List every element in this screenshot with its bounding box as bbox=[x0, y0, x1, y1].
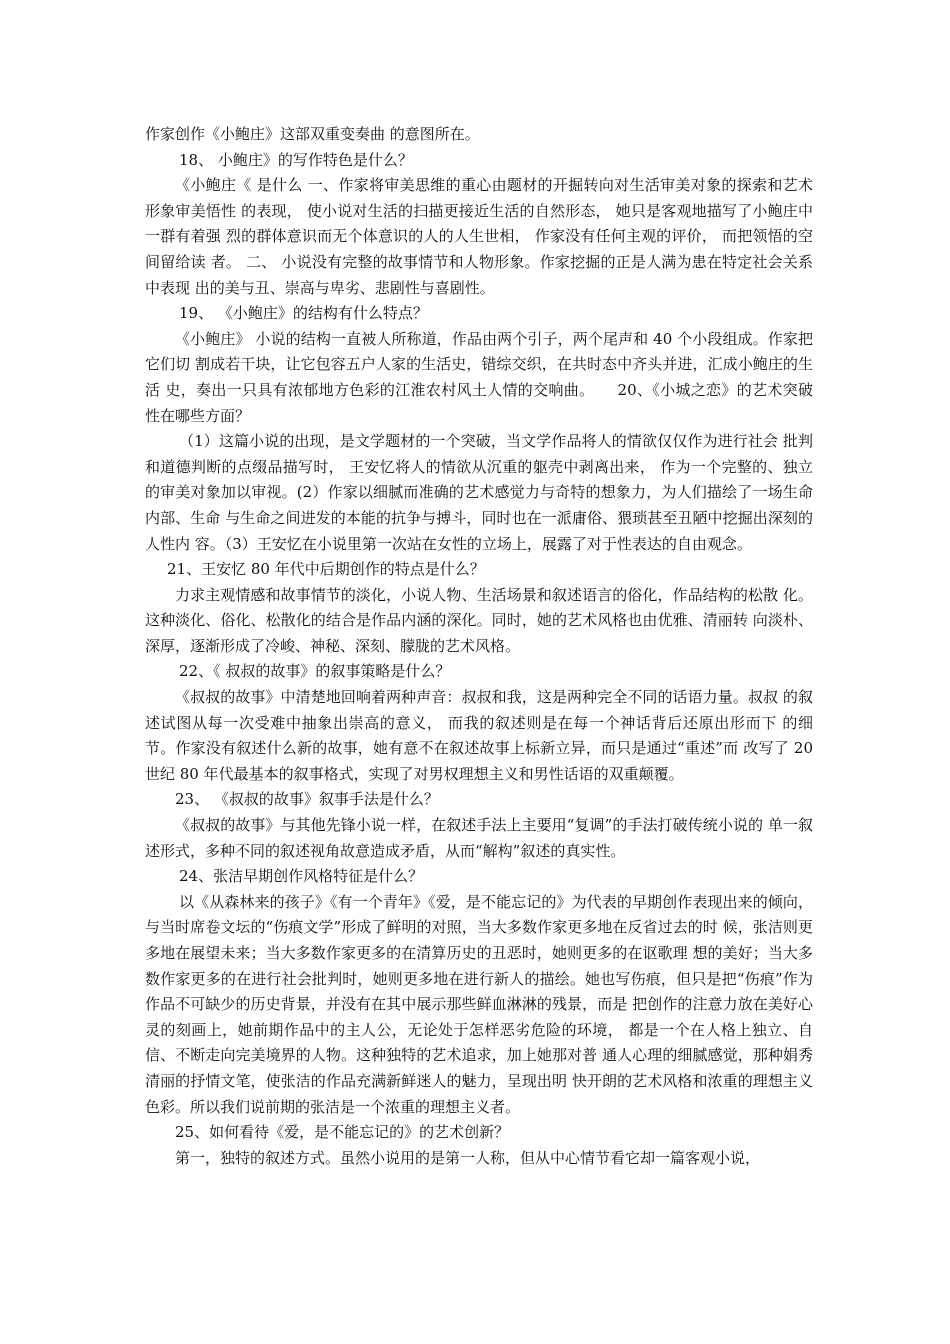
answer-18: 《小鲍庄《 是什么 一、作家将审美思维的重心由题材的开掘转向对生活审美对象的探索和艺术形象审美悟性 的表现， 使小说对生活的扫描更接近生活的自然形态， 她只是客观地描写了小鲍庄中一群有着强 烈的群体意识而无个体意识的人的人生世相， 作家没有任何主观的评价， 而把领悟的空间留给读 者。 二、 小说没有完整的故事情节和人物形象。作家挖掘的正是人满为患在特定社会关系中表现 出的美与丑、崇高与卑劣、悲剧性与喜剧性。 bbox=[145, 176, 813, 297]
answer-21: 力求主观情感和故事情节的淡化，小说人物、生活场景和叙述语言的俗化，作品结构的松散 化。这种淡化、俗化、松散化的结合是作品内涵的深化。同时，她的艺术风格也由优雅、清丽转 向淡朴、深厚，逐渐形成了冷峻、神秘、深刻、朦胧的艺术风格。 bbox=[145, 585, 813, 655]
answer-23: 《叔叔的故事》与其他先锋小说一样，在叙述手法上主要用“复调”的手法打破传统小说的 单一叙述形式，多种不同的叙述视角故意造成矛盾，从而“解构”叙述的真实性。 bbox=[145, 816, 813, 860]
question-19: 19、 《小鲍庄》的结构有什么特点？ bbox=[179, 304, 428, 323]
answer-22: 《叔叔的故事》中清楚地回响着两种声音：叔叔和我，这是两种完全不同的话语力量。叔叔 的叙述试图从每一次受难中抽象出崇高的意义， 而我的叙述则是在每一个神话背后还原出形而下 的细节。作家没有叙述什么新的故事，她有意不在叙述故事上标新立异，而只是通过“重述”而 改写了 20 世纪 80 年代最基本的叙事格式，实现了对男权理想主义和男性话语的双重颠覆。 bbox=[145, 688, 813, 783]
document-page bbox=[145, 122, 813, 1171]
paragraph-intro-end: 作家创作《小鲍庄》这部双重变奏曲 的意图所在。 bbox=[145, 125, 480, 143]
answer-20: （1）这篇小说的出现，是文学题材的一个突破，当文学作品将人的情欲仅仅作为进行社会 批判和道德判断的点缀品描写时， 王安忆将人的情欲从沉重的躯壳中剥离出来， 作为一个完整的、独立的审美对象加以审视。(2）作家以细腻而准确的艺术感觉力与奇特的想象力，为人们描绘了一场生命内部、生命 与生命之间进发的本能的抗争与搏斗，同时也在一派庸俗、猥琐甚至丑陋中挖掘出深刻的人性内 容。（3）王安忆在小说里第一次站在女性的立场上，展露了对于性表达的自由观念。 bbox=[145, 432, 813, 553]
answer-19: 《小鲍庄》 小说的结构一直被人所称道，作品由两个引子，两个尾声和 40 个小段组成。作家把它们切 割成若干块，让它包容五户人家的生活史，错综交织，在共时态中齐头并进，汇成小鲍庄的生活 史，奏出一只具有浓郁地方色彩的江淮农村风土人情的交响曲。 20、《小城之恋》的艺术突破性在哪些方面？ bbox=[145, 329, 813, 425]
answer-24: 以《从森林来的孩子》《有一个青年》《爱，是不能忘记的》为代表的早期创作表现出来的倾向，与当时席卷文坛的“伤痕文学”形成了鲜明的对照，当大多数作家更多地在反省过去的时 候，张洁则更多地在展望未来；当大多数作家更多的在清算历史的丑恶时，她则更多的在讴歌理 想的美好；当大多数作家更多的在进行社会批判时，她则更多地在进行新人的描绘。她也写伤痕，但只是把“伤痕”作为作品不可缺少的历史背景，并没有在其中展示那些鲜血淋淋的残景，而是 把创作的注意力放在美好心灵的刻画上，她前期作品中的主人公，无论处于怎样恶劣危险的环境， 都是一个在人格上独立、自信、不断走向完美境界的人物。这种独特的艺术追求，加上她那对普 通人心理的细腻感觉，那种娟秀清丽的抒情文笔，使张洁的作品充满新鲜迷人的魅力，呈现出明 快开朗的艺术风格和浓重的理想主义色彩。所以我们说前期的张洁是一个浓重的理想主义者。 bbox=[145, 892, 813, 1116]
answer-25: 第一，独特的叙述方式。虽然小说用的是第一人称，但从中心情节看它却一篇客观小说， bbox=[175, 1148, 761, 1167]
question-21: 21、王安忆 80 年代中后期创作的特点是什么？ bbox=[167, 560, 485, 579]
question-22: 22、《 叔叔的故事》的叙事策略是什么？ bbox=[179, 662, 451, 681]
question-25: 25、如何看待《爱，是不能忘记的》的艺术创新？ bbox=[175, 1123, 510, 1142]
question-23: 23、 《叔叔的故事》叙事手法是什么？ bbox=[175, 790, 439, 809]
question-24: 24、张洁早期创作风格特征是什么？ bbox=[179, 867, 424, 886]
question-18: 18、 小鲍庄》的写作特色是什么？ bbox=[179, 150, 413, 169]
